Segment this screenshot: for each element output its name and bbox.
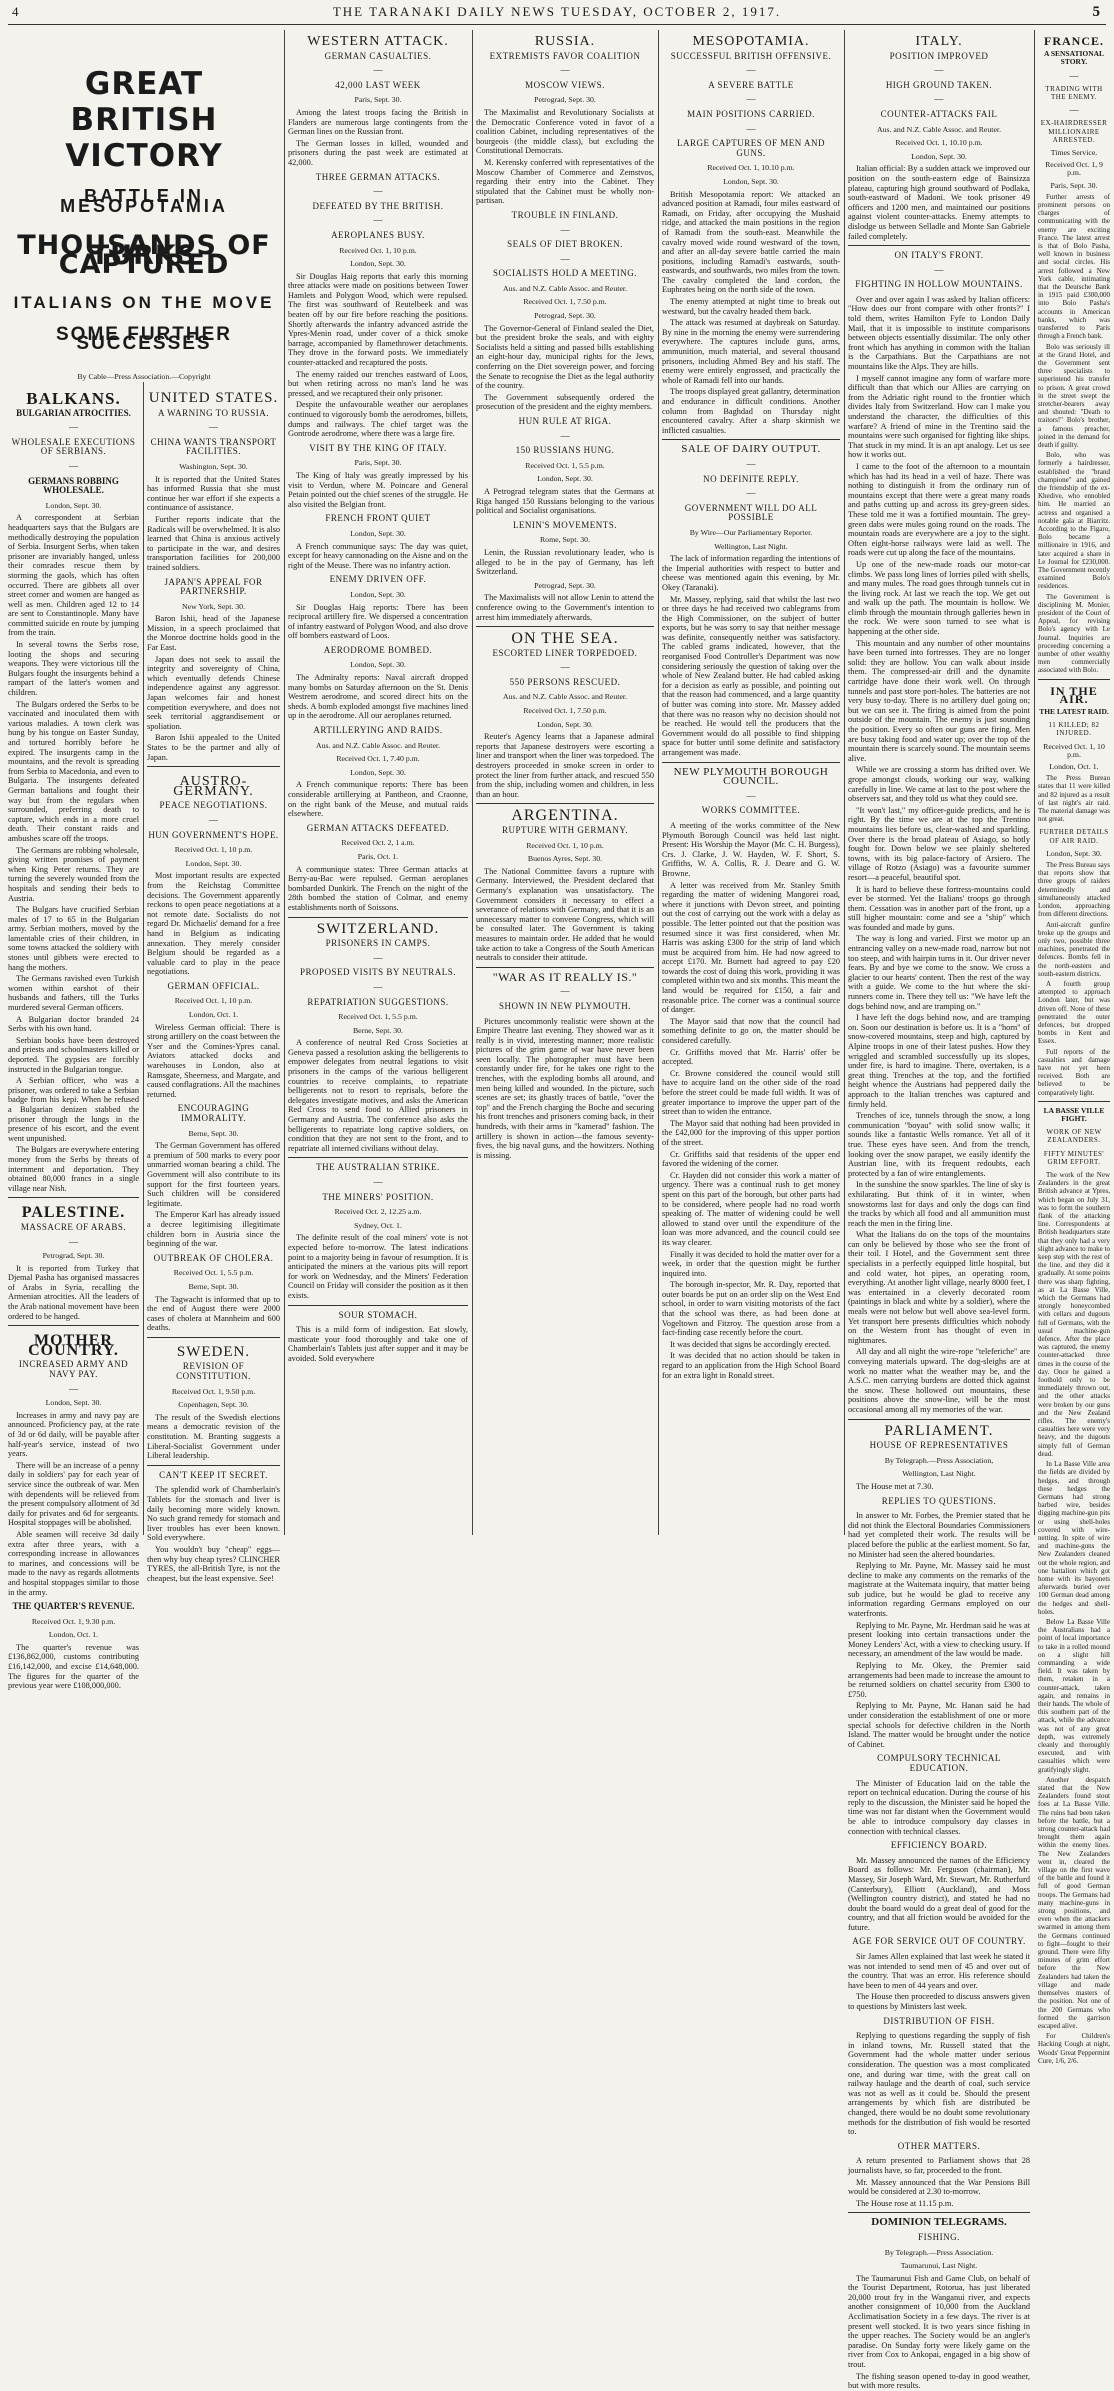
paragraph: The Germans ravished even Turkish women within earshot of their husbands and fathers, till the Turks murdered several German officers.: [8, 974, 139, 1013]
subhead: LENIN'S MOVEMENTS.: [512, 519, 618, 530]
subhead: BULGARIAN ATROCITIES.: [16, 407, 131, 418]
paragraph: Among the latest troops facing the British in Flanders are numerous large contingents from the German lines on the Russian front.: [288, 107, 468, 137]
paragraph: The lack of information regarding the intentions of the Imperial authorities with respect to butter and cheese was mentioned again this evening, by Mr. Okey (Taranaki).: [662, 554, 840, 592]
paragraph: The work of the New Zealanders in the great British advance at Ypres, which began on July 31, was to form the southern flank of the attacking line. Correspondents at British headquarters state that they only had a very slight advance to make to keep step with the rest of the line, and they did it gradually. At some points there was sharp fighting, as at La Basse Ville, which the Germans had strongly honeycombed with cellars and dugouts full of Germans, with the usual machine-gun defence. After the place was captured, the enemy counter-attacked three times in the course of the day. Once he gained a foothold only to be immediately thrown out, and the other attacks were broken by our guns and the New Zealand rifles. The enemy's casualties here were very heavy, and the dugouts simply full of German dead.: [1038, 1170, 1110, 1458]
paragraph: The Minister of Education laid on the table the report on technical education. During the course of his reply to the discussion, the Minister said he hoped the time was not far distant when the Government would be able to introduce compulsory day classes in connection with technical classes.: [848, 1778, 1030, 1836]
column-rule: [658, 30, 659, 1535]
paragraph: The Governor-General of Finland sealed the Diet, but the president broke the seals, and with eighty Socialists held a sitting and passed bills establishing an eight-hour day, municipal rights for the Jews, conferring on the Diet sovereign power, and forcing the Senate to recognise the Diet as the legal authority of the country.: [476, 323, 654, 391]
dateline: Received Oct. 1, 9 p.m.: [1045, 160, 1103, 178]
subhead: JAPAN'S APPEAL FOR PARTNERSHIP.: [164, 576, 263, 597]
dateline: Petrograd, Sept. 30.: [42, 1251, 105, 1261]
paragraph: A communique states: Three German attacks at Berry-au-Bac were repulsed. German aeroplanes bombarded Dunkirk. The French on the night of the 28th bombed the station of Colmar, and enemy establishments north of Soissons.: [288, 864, 468, 912]
dateline: Paris, Sept. 30.: [354, 458, 402, 468]
dateline: Copenhagen, Sept. 30.: [178, 1400, 249, 1410]
dateline: Washington, Sept. 30.: [179, 461, 248, 471]
paragraph: Cr. Hayden did not consider this work a matter of urgency. There was a continual rush to get money spent on this part of the borough, but other parts had to be considered, where people had no road worth speaking of. The matter of widening could be well allowed to stand over until the expenditure of the loan was more advanced, and the council could see its way clearer.: [662, 1170, 840, 1247]
subhead: COUNTER-ATTACKS FAIL: [880, 108, 998, 119]
subhead: WORKS COMMITTEE.: [701, 805, 801, 816]
dateline: London, Oct. 1.: [1049, 762, 1099, 772]
dateline: By Telegraph.—Press Association,: [884, 1455, 994, 1465]
headline-deck-1: BATTLE IN MESOPOTAMIA: [60, 186, 228, 216]
paragraph: This mountain and any number of other mountains have been turned into fortresses. They are no longer solid: they are hollow. You can walk about inside them. The compressed-air drill and the dynamite cartridge have done their work well. On through tunnels and past store port-holes. The batteries are not very busy to-day. There is no artillery duel going on; but we can see it. The firing is aimed from the point outside of the mountain. The enemy is just sounding the position. Every so often our guns are firing. Men are busy taking food and water up; over the top of the mountain there is scarcely sound. The mountain seems alive.: [848, 638, 1030, 763]
dateline: Wellington, Last Night.: [902, 1469, 976, 1479]
subhead: A WARNING TO RUSSIA.: [157, 407, 270, 418]
headline-deck-4: SOME FURTHER SUCCESSES: [56, 323, 232, 355]
section-title: MESOPOTAMIA.: [692, 34, 810, 49]
subhead: EX-HAIRDRESSER MILLIONAIRE ARRESTED.: [1040, 119, 1108, 144]
sub-column-rule: [143, 382, 144, 1535]
dateline: London, Sept. 30.: [45, 1398, 102, 1408]
dateline: London, Sept. 30.: [537, 474, 593, 484]
paragraph: In the sunshine the snow sparkles. The line of sky is exhilarating. But think of it in winter, when snowstorms last for days and only the dogs can find the tracks by which all food and all ammunition must reach the men in the firing line.: [848, 1180, 1030, 1228]
paragraph: Replying to Mr. Payne, Mr. Hanan said he had under consideration the establishment of one or more special schools for defective children in the North Island. The matter would be brought under the notice of Cabinet.: [848, 1701, 1030, 1749]
paragraph: Despite the unfavourable weather our aeroplanes continued to vigorously bomb the aerodromes, billets, dumps and railways. The chief target was the Gontrode aerodrome, where there was a large fire.: [288, 400, 468, 439]
dateline: London, Sept. 30.: [537, 719, 593, 729]
subhead: GERMAN CASUALTIES.: [324, 50, 432, 61]
paragraph: All day and all night the wire-rope "teleferiche" are conveying materials upward. The dog-sleighs are at work no matter what the weather may be, and the A.S.C. men carrying burdens are dotted thick against the snow. These hollowed out mountains, these positions above the snow-line, will be the most occasional among all my memories of the war.: [848, 1347, 1030, 1414]
section-title: FRANCE.: [1044, 34, 1104, 48]
section-title: ON THE SEA.: [511, 630, 619, 648]
section-title: BALKANS.: [26, 389, 121, 408]
page-mark: 4: [12, 4, 21, 19]
paragraph: It is reported that the United States has informed Russia that she must continue her war effort if she expects a continuance of assistance.: [147, 474, 280, 513]
section-title: PALESTINE.: [21, 1204, 126, 1222]
dateline: Paris, Oct. 1.: [357, 851, 399, 861]
subhead: ON ITALY'S FRONT.: [894, 250, 984, 261]
dateline: Berne, Sept. 30.: [188, 1128, 239, 1138]
subhead: INCREASED ARMY AND NAVY PAY.: [18, 1359, 129, 1380]
subhead: FISHING.: [918, 2231, 960, 2242]
dateline: Petrograd, Sept. 30.: [534, 311, 596, 321]
subhead: REPATRIATION SUGGESTIONS.: [307, 996, 449, 1007]
dateline: Received Oct. 2, 1 a.m.: [341, 838, 415, 848]
paragraph: Sir James Allen explained that last week he stated it was not intended to send men of 45 and over out of the country. That was an error. His reference should have been to men of 44 years and over.: [848, 1952, 1030, 1990]
subhead: HIGH GROUND TAKEN.: [885, 79, 993, 90]
paragraph: Serbian books have been destroyed and priests and schoolmasters killed or deported. The gypsies are forcibly instructed in the Bulgarian tongue.: [8, 1035, 139, 1074]
column-rule: [284, 30, 285, 1535]
paragraph: Mr. Massey, replying, said that whilst the last two or three days he had received two cablegrams from the High Commissioner, on the subject of butter exports, but he was sorry to say that neither message was definite, consequently neither was satisfactory. The cabled grams indicated, however, that the reorganised Food Controller's Department was now considering seriously the question of taking over the whole of New Zealand butter. He had cabled asking for a decision as early as possible, and pointing out that the reason had commenced, and a large quantity of butter was coming into store. Mr. Massey added that there was no reason why no decision should not be reached. He would tell the producers that the Government would do all possible to find shipping space for butter until some definite and satisfactory arrangement was made.: [662, 594, 840, 757]
dateline: London, Sept. 30.: [350, 589, 406, 599]
paragraph: A return presented to Parliament shows that 28 journalists have, so far, proceeded to the front.: [848, 2156, 1030, 2175]
dateline: Taumarunui, Last Night.: [900, 2261, 978, 2271]
article-western-attack: WESTERN ATTACK. GERMAN CASUALTIES. — 42,000 LAST WEEK Paris, Sept. 30. Among the latest troops facing the British in Flanders are numerous large contingents from the German lines on the Russian front. The German losses in killed, wounded and prisoners during the past week are estimated at 42,000. THREE GERMAN ATTACKS. — DEFEATED BY THE BRITISH. — AEROPLANES BUSY. Received Oct. 1, 10 p.m. London, Sept. 30. Sir Douglas Haig reports that early this morning three attacks were made on positions between Tower Hamlets and Polygon Wood, which were repulsed. The first was southward of Reutelbeek and was beaten off by our fire before reaching the positions. Shortly afterwards the infantry advanced astride the Ypres-Menin road, under cover of a thick smoke barrage, accompanied by flamethrower detachments. They drove in the forward posts. We immediately counter-attacked and recaptured the posts. The enemy raided our trenches eastward of Loos, but when retiring across no man's land he was pressed, and we recaptured their only prisoner. Despite the unfavourable weather our aeroplanes continued to vigorously bomb the aerodromes, billets, dumps and railways. The chief target was the Gontrode aerodrome, where there was a large fire. VISIT BY THE KING OF ITALY. Paris, Sept. 30. The King of Italy was greatly impressed by his visit to Verdun, where M. Poincare and General Petain pointed out the chief scenes of the struggle. He also visited the Belgian front. FRENCH FRONT QUIET London, Sept. 30. A French communique says: The day was quiet, except for heavy cannonading on the Aisne and on the right of the Meuse. There was no infantry action. ENEMY DRIVEN OFF. London, Sept. 30. Sir Douglas Haig reports: There has been reciprocal artillery fire. We dispersed a concentration of infantry eastward of Polygon Wood, and also drove off bombers eastward of Loos. AERODROME BOMBED. London, Sept. 30. The Admiralty reports: Naval aircraft dropped many bombs on Saturday afternoon on the St. Denis Westrem aerodrome, and scored direct hits on the sheds. A bomb exploded amongst five machines lined up in the aerodrome. All our aeroplanes returned. ARTILLERYING AND RAIDS. Aus. and N.Z. Cable Assoc. and Reuter. Received Oct. 1, 7.40 p.m. London, Sept. 30. A French communique reports: There has been considerable artillerying at Pantheon, and Craonne, on the right bank of the Meuse, and mutual raids elsewhere. GERMAN ATTACKS DEFEATED. Received Oct. 2, 1 a.m. Paris, Oct. 1. A communique states: Three German attacks at Berry-au-Bac were repulsed. German aeroplanes bombarded Dunkirk. The French on the night of the 28th bombed the station of Colmar, and enemy establishments north of Soissons. SWITZERLAND. PRISONERS IN CAMPS. — PROPOSED VISITS BY NEUTRALS. — REPATRIATION SUGGESTIONS. Received Oct. 1, 5.5 p.m. Berne, Sept. 30. A conference of neutral Red Cross Societies at Geneva passed a resolution asking the belligerents to empower delegates from neutral legations to visit prisoners in the camps of the various belligerent countries to receive complaints, to repatriate belligerents not to resort to reprisals, before the delegates investigate motives, and asks the American Red Cross to send food to Allied prisoners in Germany and Austria. The conference also asks the belligerents to repatriate long captive soldiers, on condition that they are not sent to the front, and to repatriate all interned civilians without delay. THE AUSTRALIAN STRIKE. — THE MINERS' POSITION. Received Oct. 2, 12.25 a.m. Sydney, Oct. 1. The definite result of the coal miners' vote is not expected before to-morrow. The latest indications point to a majority being in favour of resumption. It is anticipated the miners at the various pits will report for work on Wednesday, and the Miners' Federation Council on Friday will consider the position as it then exists. SOUR STOMACH. This is a mild form of indigestion. Eat slowly, masticate your food thoroughly and take one of Chamberlain's Tablets just after supper and it may be avoided. Sold everywhere: [288, 34, 468, 1363]
paragraph: The Mayor said that now that the council had something definite to go on, the matter should be considered carefully.: [662, 1016, 840, 1046]
subhead: NO DEFINITE REPLY.: [703, 473, 799, 484]
paragraph: Sir Douglas Haig reports that early this morning three attacks were made on positions between Tower Hamlets and Polygon Wood, which were repulsed. The first was southward of Reutelbeek and was beaten off by our fire before reaching the positions. Shortly afterwards the infantry advanced astride the Ypres-Menin road, under cover of a thick smoke barrage, accompanied by flamethrower detachments. They drove in the forward posts. We immediately counter-attacked and recaptured the posts.: [288, 271, 468, 368]
subhead: THREE GERMAN ATTACKS.: [315, 171, 441, 182]
paragraph: Able seamen will receive 3d daily extra after three years, with a corresponding increase in allowances to marines, and concessions will be made to the navy as regards allotments and hospital stoppages similar to those in the army.: [8, 1529, 139, 1597]
paragraph: Replying to questions regarding the supply of fish in inland towns, Mr. Russell stated that the Government had the whole matter under serious consideration. The question was a most complicated one, and during war time, with the great call on railway haulage and the dearth of coal, such service was not as well as it could be. Should the present arrangements by which fish are distributed be changed, there would be no doubt some revolutionary methods for the distribution of fish would be resorted to.: [848, 2031, 1030, 2137]
dateline: London, Sept. 30.: [45, 500, 102, 510]
byline: [8, 368, 280, 382]
paragraph: In La Basse Ville area the fields are divided by hedges, and through these hedges the Germans had strong barbed wire, besides digging machine-gun pits or using shell-holes covered with wire-netting. In spite of wire and machine-guns the New Zealanders cleaned out the whole region, and one battalion which got home with its bayonets afterwards buried over 100 German dead among the hedges and shell-holes.: [1038, 1460, 1110, 1616]
dateline: Paris, Sept. 30.: [354, 95, 402, 105]
dateline: Wellington, Last Night.: [714, 541, 788, 551]
advert-text: For Children's Hacking Cough at night, Woods' Great Peppermint Cure, 1/6, 2/6.: [1038, 2032, 1110, 2065]
section-title: UNITED STATES.: [148, 390, 279, 406]
paragraph: Sir Douglas Haig reports: There has been reciprocal artillery fire. We dispersed a concentration of infantry eastward of Polygon Wood, and also drove off bombers eastward of Loos.: [288, 602, 468, 641]
paragraph: It is reported from Turkey that Djemal Pasha has organised massacres of Arabs in Syria, recalling the Armenian atrocities. All the leaders of the Arab national movement have been ordered to be hanged.: [8, 1263, 139, 1321]
paragraph: Bolo was seriously ill at the Grand Hotel, and the Government sent three specialists to superintend his transfer to prison. A great crowd in the street swept the stretcher-bearers away and shouted: "Death to traitors!" Bolo's brother, a famous preacher, joined in the demand for death if guilty.: [1038, 342, 1110, 449]
paragraph: The King of Italy was greatly impressed by his visit to Verdun, where M. Poincare and General Petain pointed out the chief scenes of the struggle. He also visited the Belgian front.: [288, 470, 468, 509]
subhead: A SEVERE BATTLE: [708, 79, 794, 90]
dateline: London, Oct. 1.: [48, 1630, 99, 1640]
paragraph: While we are crossing a storm has drifted over. We grope amongst clouds, working our way, walking carefully in line. We came at last to the post where the observers sat, and they told us what they could see.: [848, 765, 1030, 804]
subhead: ARTILLERYING AND RAIDS.: [313, 725, 443, 736]
dateline: Berne, Sept. 30.: [352, 1025, 404, 1035]
advert-text: The splendid work of Chamberlain's Tablets for the stomach and liver is daily becoming more widely known. No such grand remedy for stomach and liver troubles has ever been known. Sold everywhere.: [147, 1485, 280, 1543]
article-united-states: UNITED STATES. A WARNING TO RUSSIA. — CHINA WANTS TRANSPORT FACILITIES. Washington, Sept. 30. It is reported that the United States has informed Russia that she must continue her war effort if she expects a continuance of assistance. Further reports indicate that the Radicals will be overwhelmed. It is also learned that China is anxious actively to participate in the war, and desires transportation facilities for 200,000 trained soldiers. JAPAN'S APPEAL FOR PARTNERSHIP. New York, Sept. 30. Baron Ishii, head of the Japanese Mission, in a speech proclaimed that the Monroe doctrine holds good in the Far East. Japan does not seek to assail the integrity and sovereignty of China, which eventually defends Chinese independence against any aggressor. Japan welcomes fair and honest competition everywhere, and does not seek territorial aggrandisement or spoliation. Baron Ishii appealed to the United States to be the partner and ally of Japan. AUSTRO-GERMANY. PEACE NEGOTIATIONS. — HUN GOVERNMENT'S HOPE. Received Oct. 1, 10 p.m. London, Sept. 30. Most important results are expected from the Reichstag Committee decisions. The Government apparently reckons to open peace negotiations at a not remote date. Socialists do not regard Dr. Michaelis' demand for a free hand in Belgium as indicating annexation. They merely consider Belgium should be regarded as a valuable card to play in the peace negotiations. GERMAN OFFICIAL. Received Oct. 1, 10 p.m. London, Oct. 1. Wireless German official: There is strong artillery on the coast between the Yser and the Comines-Ypres canal. Aviators attacked docks and warehouses in London, also at Ramsgate, Sheerness, and Margate, and caused conflagrations. All the machines returned. ENCOURAGING IMMORALITY. Berne, Sept. 30. The German Government has offered a premium of 500 marks to every poor unmarried woman bearing a child. The Government will also contribute to its support for the first fourteen years. Such children will be considered legitimate. The Emperor Karl has already issued a decree legitimising illegitimate children born in Austria since the beginning of the war. OUTBREAK OF CHOLERA. Received Oct. 1, 5.5 p.m. Berne, Sept. 30. The Tagwacht is informed that up to the end of August there were 2000 cases of cholera at Mannheim and 600 deaths. SWEDEN. REVISION OF CONSTITUTION. Received Oct. 1, 9.50 p.m. Copenhagen, Sept. 30. The result of the Swedish elections means a democratic revision of the constitution. M. Branting suggests a Liberal-Socialist Government under Liberal leadership. CAN'T KEEP IT SECRET. The splendid work of Chamberlain's Tablets for the stomach and liver is daily becoming more widely known. No such grand remedy for stomach and liver troubles has ever been known. Sold everywhere. You wouldn't buy "cheap" eggs—then why buy cheap tyres? CLINCHER TYRES, the all-British Tyre, is not the cheapest, but the least expensive. See!: [147, 390, 280, 1583]
dateline: New York, Sept. 30.: [181, 601, 246, 611]
subhead: ESCORTED LINER TORPEDOED.: [492, 647, 638, 658]
subhead: ENEMY DRIVEN OFF.: [329, 574, 427, 585]
paragraph: Most important results are expected from the Reichstag Committee decisions. The Government apparently reckons to open peace negotiations at a not remote date. Socialists do not regard Dr. Michaelis' demand for a free hand in Belgium as indicating annexation. They merely consider Belgium should be regarded as a valuable card to play in the peace negotiations.: [147, 871, 280, 977]
paragraph: "It won't last," my officer-guide predicts, and he is right. By the time we are at the top the Trentino mountains lies before us, clear-washed and sparkling. Over there is the broad plateau of Asiago, so hotly fought for. Down below we see plainly sheltered towns, with its big palace-factory of Arsiero. The village of Rotzo (Asiago) was a favourite summer resort—a peaceful, beautiful spot.: [848, 805, 1030, 882]
subhead: SEALS OF DIET BROKEN.: [507, 239, 623, 250]
section-title: SALE OF DAIRY OUTPUT.: [681, 443, 821, 456]
dateline: Received Oct. 1, 5.5 p.m.: [173, 1268, 254, 1278]
subhead: LARGE CAPTURES OF MEN AND GUNS.: [676, 138, 825, 158]
advert-title: CAN'T KEEP IT SECRET.: [159, 1469, 268, 1480]
subhead: WORK OF NEW ZEALANDERS.: [1046, 1128, 1102, 1145]
subhead: FRENCH FRONT QUIET: [325, 513, 431, 524]
section-title: AUSTRO-GERMANY.: [173, 774, 254, 799]
dateline: Berne, Sept. 30.: [188, 1281, 239, 1291]
paragraph: Baron Ishii, head of the Japanese Mission, in a speech proclaimed that the Monroe doctrine holds good in the Far East.: [147, 614, 280, 653]
paragraph: The Bulgars have crucified Serbian males of 17 to 65 in the Bulgarian army. Serbian mothers, moved by the lamentable cries of their children, in some towns attacked the soldiery with stones until gibbets were erected to hang the mothers.: [8, 905, 139, 972]
paragraph: The troops displayed great gallantry, determination and endurance in difficult conditions. Another column from Baghdad on Thursday night encountered cavalry. After a sharp skirmish we inflicted casualties.: [662, 387, 840, 435]
subhead: THE AUSTRALIAN STRIKE.: [316, 1162, 440, 1173]
section-title: NEW PLYMOUTH BOROUGH COUNCIL.: [673, 765, 829, 788]
subhead: MOSCOW VIEWS.: [525, 79, 605, 90]
paragraph: The Admiralty reports: Naval aircraft dropped many bombs on Saturday afternoon on the St. Denis Westrem aerodrome, and scored direct hits on the sheds. A bomb exploded amongst five machines lined up in the aerodrome. All our aeroplanes returned.: [288, 673, 468, 721]
section-title: WESTERN ATTACK.: [307, 34, 449, 49]
paragraph: The quarter's revenue was £136,862,000, customs contributing £16,142,000, and excise £14,648,000. The figures for the quarter of the previous year were £108,000,000.: [8, 1642, 139, 1691]
subhead: COMPULSORY TECHNICAL EDUCATION.: [877, 1753, 1001, 1773]
section-title: LA BASSE VILLE FIGHT.: [1043, 1105, 1105, 1123]
subhead: TROUBLE IN FINLAND.: [511, 209, 619, 220]
paragraph: Italian official: By a sudden attack we improved our position on the south-eastern edge of Bainsizza plateau, capturing high ground southward of Podlaka, south-eastward of Madoni. We took prisoner 49 officers and 1200 men, and maintained our positions against violent counter-attacks. Enemy attempts to dislodge us between Selladle and Monte San Gabriele failed completely.: [848, 164, 1030, 241]
dateline: Aus. and N.Z. Cable Assoc. and Reuter.: [502, 692, 628, 702]
paragraph: The attack was resumed at daybreak on Saturday. By nine in the morning the enemy were surrendering everywhere. The captures include guns, arms, ammunition, much material, and several thousand prisoners, including Ahmed Bey and his staff. The enemy were entirely engrossed, and practically the whole of Ramadi fell into our hands.: [662, 318, 840, 385]
dateline: Rome, Sept. 30.: [539, 535, 591, 545]
paragraph: Over and over again I was asked by Italian officers: "How does our front compare with other fronts?" I told them, writes Hamilton Fyfe to London Daily Mail, that it is impossible to institute comparisons between objects essentially dissimilar. The only other front which has anything in common with the Italian is the Carpathians. But the Carpathians are not mountains like the Alps. They are hills.: [848, 294, 1030, 372]
advert-text: This is a mild form of indigestion. Eat slowly, masticate your food thoroughly and take one of Chamberlain's Tablets just after supper and it may be avoided. Sold everywhere: [288, 1325, 468, 1363]
paragraph: Trenches of ice, tunnels through the snow, a long communication "boyau" with solid snow walls; it sounds like a fantastic Wells romance. Yet all of it true. These eyes have seen. And from the trench, looking over the snow parapet, we easily identify the Austrian line, with its frequent redoubts, each protected by a fan of wire entanglements.: [848, 1111, 1030, 1178]
dateline: Times Service.: [1050, 148, 1098, 158]
paragraph: Anti-aircraft gunfire broke up the groups and only two, possible three machines, penetrated the defences. Bombs fell in the north-eastern and south-eastern districts.: [1038, 920, 1110, 978]
subhead: AGE FOR SERVICE OUT OF COUNTRY.: [852, 1936, 1026, 1947]
headline-deck-3: ITALIANS ON THE MOVE: [13, 292, 275, 312]
dateline: London, Oct. 1.: [188, 1010, 239, 1020]
dateline: Buenos Ayres, Sept. 30.: [527, 854, 603, 864]
dateline: Petrograd, Sept. 30.: [534, 580, 596, 590]
paragraph: Replying to Mr. Payne, Mr. Massey said he must decline to make any comments on the remarks of the magistrate at the Waitemata inquiry, that matter being sub judice, but he would be glad to receive any information regarding Germans employed on our waterfronts.: [848, 1561, 1030, 1619]
dateline: London, Sept. 30.: [723, 176, 779, 186]
subhead: 11 KILLED; 82 INJURED.: [1048, 721, 1100, 738]
paragraph: The way is long and varied. First we motor up an entrancing valley on a new-made road, narrow but not too steep, and with hairpin turns in it. Our driver never fears. By and bye we come to the snow. We cross a glacier to our hearts' content. Then the rest of the way with a guide. We come to the hut where the ski-runners come in. There they tell us: "We have left the dogs behind now, and are tramping on.": [848, 934, 1030, 1011]
paragraph: The National Committee favors a rupture with Germany. Interviewed, the President declared that Germany's explanation was unsatisfactory. The Government considers it necessary to effect a severance of relations with Germany, and that it is an unnecessary matter to convene Congress, which will be consulted later. The Government is taking measures to maintain order. He added that he would take action to take a Congress of the South American neutrals to consider their attitude.: [476, 866, 654, 963]
subhead: HOUSE OF REPRESENTATIVES: [869, 1440, 1009, 1451]
paragraph: The fishing season opened to-day in good weather, but with more results.: [848, 2371, 1030, 2391]
dateline: Received Oct. 1, 9.50 p.m.: [171, 1386, 256, 1396]
article-mesopotamia: MESOPOTAMIA. SUCCESSFUL BRITISH OFFENSIVE. — A SEVERE BATTLE — MAIN POSITIONS CARRIED. — LARGE CAPTURES OF MEN AND GUNS. Received Oct. 1, 10.10 p.m. London, Sept. 30. British Mesopotamia report: We attacked an advanced position at Ramadi, four miles eastward of Ramadi, on Friday, after occupying the Mushaid ridge, and attacked the main positions in the region of Ramadi from the south-east. Meanwhile the cavalry moved wide round westward of the town, and after an all-day severe battle carried the main positions, including Ramadi's eastwards, south-eastwards, and southwards, two miles from the town. The cavalry completed the land cordon, the Euphrates being on the north side of the town. The enemy attempted at night time to break out westward, but the cavalry headed them back. The attack was resumed at daybreak on Saturday. By nine in the morning the enemy were surrendering everywhere. The captures include guns, arms, ammunition, much material, and several thousand prisoners, including Ahmed Bey and his staff. The enemy were entirely engrossed, and practically the whole of Ramadi fell into our hands. The troops displayed great gallantry, determination and endurance in difficult conditions. Another column from Baghdad on Thursday night encountered cavalry. After a sharp skirmish we inflicted casualties. SALE OF DAIRY OUTPUT. — NO DEFINITE REPLY. — GOVERNMENT WILL DO ALL POSSIBLE By Wire—Our Parliamentary Reporter. Wellington, Last Night. The lack of information regarding the intentions of the Imperial authorities with respect to butter and cheese was mentioned again this evening, by Mr. Okey (Taranaki). Mr. Massey, replying, said that whilst the last two or three days he had received two cablegrams from the High Commissioner, on the subject of butter exports, but he was sorry to say that neither message was definite, consequently neither was satisfactory. The cabled grams indicated, however, that the reorganised Food Controller's Department was now considering seriously the question of taking over the whole of New Zealand butter. He had cabled asking for a decision as early as possible, and pointing out that the reason had commenced, and a large quantity of butter was coming into store. Mr. Massey added that there was no reason why no decision should not be reached. He would tell the producers that the Government would do all possible to find shipping space for butter until some definite and satisfactory arrangement was made. NEW PLYMOUTH BOROUGH COUNCIL. — WORKS COMMITTEE. A meeting of the works committee of the New Plymouth Borough Council was held last night. Present: His Worship the Mayor (Mr. C. H. Burgess), Crs. J. Clarke, J. W. Hayden, W. F. Short, S. Griffiths, W. A. Collis, R. J. Deare and G. W. Browne. A letter was received from Mr. Stanley Smith regarding the matter of widening Mangorei road, where it junctions with Devon street, and pointing out the cost of carrying out the work with a delay as possible. The letter pointed out that the position was resumed since it was first considered, when Mr. Harris was asking £300 for the strip of land which must be acquired from him. He had now agreed to accept £170. Mr. Burnett had agreed to pay £20 towards the cost of doing this work, providing it was completed within two and six months. This meant the land would be required for £150, a fair and reasonable price. The corner was a continual source of danger. The Mayor said that now that the council had something definite to go on, the matter should be considered carefully. Cr. Griffiths moved that Mr. Harris' offer be accepted. Cr. Browne considered the council would still have to acquire land on the other side of the road before the street could be made full width. It was of greater importance to improve the upper part of the street than to widen the entrance. The Mayor said that nothing had been provided in the £42,000 for the improving of this upper portion of the street. Cr. Griffiths said that residents of the upper end favored the widening of the corner. Cr. Hayden did not consider this work a matter of urgency. There was a continual rush to get money spent on this part of the borough, but other parts had to be considered, where people had no road worth speaking of. The matter of widening could be well allowed to stand over until the expenditure of the loan was more advanced, and the council could see its way clearer. Finally it was decided to hold the matter over for a week, in order that the question might be further inquired into. The borough in-spector, Mr. R. Day, reported that outer boards be put on an order slip on the West End school, in order to warn visiting motorists of the fact that the school was there, as had been done at Vogeltown and Fitzroy. The question arose from a fact-finding case recently before the court. It was decided that signs be accordingly erected. It was decided that no action should be taken in regard to an application from the High School Board for an extra light in Ronald street.: [662, 34, 840, 1380]
paragraph: A correspondent at Serbian headquarters says that the Bulgars are methodically destroying the population of Serbia. Insurgent Serbs, when taken prisoner are invariably hanged, unless their comrades rescue them by storming the gaols, which has often occurred. There are gibbets all over street corner and women are hanged as well as men. Children aged 12 to 14 are sent to Constantinople. Many have committed suicide en route by jumping from the train.: [8, 513, 139, 638]
paragraph: A Bulgarian doctor branded 24 Serbs with his own hand.: [8, 1014, 139, 1034]
section-title: DOMINION TELEGRAMS.: [871, 2216, 1007, 2229]
paragraph: A French communique says: The day was quiet, except for heavy cannonading on the Aisne and on the right of the Meuse. There was no infantry action.: [288, 541, 468, 570]
paragraph: Finally it was decided to hold the matter over for a week, in order that the question might be further inquired into.: [662, 1249, 840, 1278]
subhead: EFFICIENCY BOARD.: [890, 1840, 988, 1851]
subhead: THE LATEST RAID.: [1039, 707, 1109, 717]
subhead: FURTHER DETAILS OF AIR RAID.: [1039, 828, 1109, 845]
dateline: Received Oct. 1, 10 p.m.: [339, 245, 417, 255]
dateline: London, Sept. 30.: [350, 660, 406, 670]
dateline: Received Oct. 1, 5.5 p.m.: [525, 460, 605, 470]
paragraph: The enemy attempted at night time to break out westward, but the cavalry headed them back.: [662, 297, 840, 316]
paragraph: Wireless German official: There is strong artillery on the coast between the Yser and the Comines-Ypres canal. Aviators attacked docks and warehouses in London, also at Ramsgate, Sheerness, and Margate, and caused conflagrations. All the machines returned.: [147, 1022, 280, 1099]
subhead: HUN RULE AT RIGA.: [518, 416, 612, 426]
paragraph: The Press Bureau says that reports show that three groups of raiders determinedly and simultaneously attacked London, approaching from different directions.: [1038, 861, 1110, 919]
subhead: PROPOSED VISITS BY NEUTRALS.: [299, 967, 457, 978]
paragraph: Bolo, who was formerly a hairdresser, established the "brand champione" and gained the friendship of the ex-Khedive, who ennobled him. He married an actress and organised a notable gala at Biarritz. According to the Figaro, Bolo became a millionaire in 1916, and later acquired a share in Le Journal for £230,000. The Government recently examined Bolo's residences.: [1038, 451, 1110, 591]
subhead: REVISION OF CONSTITUTION.: [176, 1361, 251, 1382]
advert-text: You wouldn't buy "cheap" eggs—then why buy cheap tyres? CLINCHER TYRES, the all-British Tyre, is not the cheapest, but the least expensive. See!: [147, 1544, 280, 1583]
paragraph: The Emperor Karl has already issued a decree legitimising illegitimate children born in Austria since the beginning of the war.: [147, 1210, 280, 1249]
column-rule: [844, 30, 845, 1535]
subhead: PRISONERS IN CAMPS.: [325, 938, 431, 949]
article-russia: RUSSIA. EXTREMISTS FAVOR COALITION — MOSCOW VIEWS. Petrograd, Sept. 30. The Maximalist and Revolutionary Socialists at the Democratic Conference voted in favor of a coalition Cabinet, including representatives of the bourgeois (the middle class), but excluding the Constitutional Democrats. M. Kerensky conferred with representatives of the Moscow Chamber of Commerce and Zemstvos, regarding their entry into the Cabinet. They stipulated that the Cabinet must be wholly non-partisan. TROUBLE IN FINLAND. — SEALS OF DIET BROKEN. — SOCIALISTS HOLD A MEETING. Aus. and N.Z. Cable Assoc. and Reuter. Received Oct. 1, 7.50 p.m. Petrograd, Sept. 30. The Governor-General of Finland sealed the Diet, but the president broke the seals, and with eighty Socialists held a sitting and passed bills establishing an eight-hour day, municipal rights for the Jews, conferring on the Diet sovereign power, and forcing the Senate to recognise the Diet as the legal authority of the country. The Government subsequently ordered the prosecution of the president and the eighty members. HUN RULE AT RIGA. — 150 RUSSIANS HUNG. Received Oct. 1, 5.5 p.m. London, Sept. 30. A Petrograd telegram states that the Germans at Riga hanged 150 Russians belonging to the various political and Socialist organisations. LENIN'S MOVEMENTS. Rome, Sept. 30. Lenin, the Russian revolutionary leader, who is alleged to be in the pay of Germany, has left Switzerland. Petrograd, Sept. 30. The Maximalists will not allow Lenin to attend the conference owing to the Government's intention to arrest him immediately afterwards. ON THE SEA. ESCORTED LINER TORPEDOED. — 550 PERSONS RESCUED. Aus. and N.Z. Cable Assoc. and Reuter. Received Oct. 1, 7.50 p.m. London, Sept. 30. Reuter's Agency learns that a Japanese admiral reports that Japanese destroyers were escorting a liner and transport when the liner was torpedoed. The destroyers proceeded in smoke screen in order to protect the liner from further attack, and rescued 550 from the ship, including women and children, in less than an hour. ARGENTINA. RUPTURE WITH GERMANY. Received Oct. 1, 10 p.m. Buenos Ayres, Sept. 30. The National Committee favors a rupture with Germany. Interviewed, the President declared that Germany's explanation was unsatisfactory. The Government considers it necessary to effect a severance of relations with Germany, and that it is an unnecessary matter to convene Congress, which will be consulted later. The Government is taking measures to maintain order. He added that he would take action to take a Congress of the South American neutrals to consider their attitude. "WAR AS IT REALLY IS." — SHOWN IN NEW PLYMOUTH. Pictures uncommonly realistic were shown at the Empire Theatre last evening. They showed war as it really is in vivid, interesting manner; more realistic pictures of the grim game of war have never been seen locally. The photographer must have been constantly under fire, for he takes one right to the trenches, with the exploding bombs all around, and men being killed and wounded. In the picture, such scenes are set; its ghastly traces of battle, "over the top" and the French charging the Boche and securing his front trenches and prisoners coming back, in their hundreds, with their arms in "kamerad" fashion. The artillery is shown in action—the famous seventy-fives, the big naval guns, and the howitzers. Nothing is missing.: [476, 34, 654, 1160]
paragraph: The Taumarunui Fish and Game Club, on behalf of the Tourist Department, Rotorua, has just liberated 20,000 trout fry in the Wanganui river, and expects another consignment of 10,000 from the Auckland Acclimatisation Society in a few days. The river is at present well stocked. It is two years since fishing in the upper reaches. The Society would be an angler's paradise. On Sunday forty were likely game on the river from Cox to Ankopai, engaged in a big show of trout.: [848, 2273, 1030, 2370]
masthead-title: THE TARANAKI DAILY NEWS TUESDAY, OCTOBER 2, 1917.: [332, 4, 782, 19]
subhead: MASSACRE OF ARABS.: [20, 1221, 127, 1232]
subhead: ENCOURAGING IMMORALITY.: [177, 1103, 250, 1123]
subhead: REPLIES TO QUESTIONS.: [881, 1495, 997, 1506]
dateline: Received Oct. 1, 7.50 p.m.: [523, 297, 607, 307]
page-number: 5: [1092, 4, 1102, 20]
subhead: AEROPLANES BUSY.: [331, 229, 425, 240]
subhead: POSITION IMPROVED: [889, 50, 989, 61]
subhead: A SENSATIONAL STORY.: [1043, 49, 1105, 67]
paragraph: Cr. Browne considered the council would still have to acquire land on the other side of the road before the street could be made full width. It was of greater importance to improve the upper part of the street than to widen the entrance.: [662, 1068, 840, 1117]
dateline: Aus. and N.Z. Cable Assoc. and Reuter.: [876, 124, 1002, 134]
subhead: TRADING WITH THE ENEMY.: [1045, 84, 1103, 102]
subhead: VISIT BY THE KING OF ITALY.: [309, 442, 447, 453]
paragraph: A conference of neutral Red Cross Societies at Geneva passed a resolution asking the belligerents to empower delegates from neutral legations to visit prisoners in the camps of the various belligerent countries to receive complaints, to repatriate belligerents not to resort to reprisals, before the delegates investigate motives, and asks the American Red Cross to send food to Allied prisoners in Germany and Austria. The conference also asks the belligerents to repatriate long captive soldiers, on condition that they are not sent to the front, and to repatriate all interned civilians without delay.: [288, 1038, 468, 1153]
article-balkans: BALKANS. BULGARIAN ATROCITIES. — WHOLESALE EXECUTIONS OF SERBIANS. — GERMANS ROBBING WHOLESALE. London, Sept. 30. A correspondent at Serbian headquarters says that the Bulgars are methodically destroying the population of Serbia. Insurgent Serbs, when taken prisoner are invariably hanged, unless their comrades rescue them by storming the gaols, which has often occurred. There are gibbets all over street corner and women are hanged as well as men. Children aged 12 to 14 are sent to Constantinople. Many have committed suicide en route by jumping from the train. In several towns the Serbs rose, looting the shops and securing weapons. They were victorious till the Bulgars fought the insurgents behind a rampart of the latter's women and children. The Bulgars ordered the Serbs to be vaccinated and inoculated them with various maladies. A town clerk was hung by his tongue on Easter Sunday, and tortured horribly before he expired. The insurgents camp in the mountains, and the revolt is spreading from Serbia to Macedonia, and even to Bulgaria. The insurgents defeated German battalions and fought their way but from the regulars when surrounded, preferring death to capture, which ends in a more cruel death. Their constant raids and ambushes scare off the troops. The Germans are robbing wholesale, giving written promises of payment when King Peter returns. They are turning the severely wounded from the hospitals and sending their beds to Austria. The Bulgars have crucified Serbian males of 17 to 65 in the Bulgarian army. Serbian mothers, moved by the lamentable cries of their children, in some towns attacked the soldiery with stones until gibbets were erected to hang the mothers. The Germans ravished even Turkish women within earshot of their husbands and fathers, till the Turks murdered several German officers. A Bulgarian doctor branded 24 Serbs with his own hand. Serbian books have been destroyed and priests and schoolmasters killed or deported. The gypsies are forcibly instructed in the Bulgarian tongue. A Serbian officer, who was a prisoner, was ordered to take a Serbian badge from his kepi. When he refused a Bulgarian denizen stabbed the prisoner through the lungs in the presence of his escort, and the event went unpunished. The Bulgars are everywhere entering money from the Serbs by threats of internment and deportation. They obtained 80,000 francs in a single village near Nish. PALESTINE. MASSACRE OF ARABS. — Petrograd, Sept. 30. It is reported from Turkey that Djemal Pasha has organised massacres of Arabs in Syria, recalling the Armenian atrocities. All the leaders of the Arab national movement have been ordered to be hanged. MOTHER COUNTRY. INCREASED ARMY AND NAVY PAY. — London, Sept. 30. Increases in army and navy pay are announced. Proficiency pay, at the rate of 3d or 6d daily, will be payable after half-year's service, instead of two years. There will be an increase of a penny daily in soldiers' pay for each year of service since the outbreak of war. Men with dependents will be relieved from the present compulsory allotment of 3d daily for privates and 6d for sergeants. Hospital stoppages will be abolished. Able seamen will receive 3d daily extra after three years, with a corresponding increase in allowances to marines, and concessions will be made to the navy as regards allotments and hospital stoppages similar to those in the army. THE QUARTER'S REVENUE. Received Oct. 1, 9.30 p.m. London, Oct. 1. The quarter's revenue was £136,862,000, customs contributing £16,142,000, and excise £14,648,000. The figures for the quarter of the previous year were £108,000,000.: [8, 389, 140, 1691]
subhead: DEFEATED BY THE BRITISH.: [312, 200, 444, 211]
paragraph: The enemy raided our trenches eastward of Loos, but when retiring across no man's land he was pressed, and we recaptured their only prisoner.: [288, 369, 468, 398]
subhead: PEACE NEGOTIATIONS.: [159, 800, 268, 811]
paragraph: Increases in army and navy pay are announced. Proficiency pay, at the rate of 3d or 6d daily, will be payable after half-year's service, instead of two years.: [8, 1410, 139, 1459]
paragraph: What the Italians do on the tops of the mountains can only be believed by those who see the front of their toil. I Hotel, and the Government sent three specialists in a perfectly equipped little hospital, but and cold water, hot pipes, an operating room, everything. At another light village, nearly 8000 feet, I was entertained in a cleverly decorated room (paintings in black and white by a soldier), where the meals were not below but well above sea-level form. Yet transport here presents difficulties which nobody on the Western front has thought of even in nightmares.: [848, 1230, 1030, 1345]
column-rule: [1034, 30, 1035, 1535]
subhead: OUTBREAK OF CHOLERA.: [153, 1252, 274, 1263]
dateline: Received Oct. 1, 5.5 p.m.: [338, 1012, 418, 1022]
dateline: London, Sept. 30.: [185, 858, 242, 868]
main-headline: GREAT BRITISH VICTORY: [65, 66, 223, 174]
subhead: GERMAN ATTACKS DEFEATED.: [306, 822, 450, 833]
paragraph: The Maximalists will not allow Lenin to attend the conference owing to the Government's intention to arrest him immediately afterwards.: [476, 593, 654, 622]
paragraph: In answer to Mr. Forbes, the Premier stated that he did not think the Electoral Boundaries Commissioners had yet completed their work. The results will be placed before the public at the earliest moment. So far, no Minister had seen the altered boundaries.: [848, 1511, 1030, 1559]
paragraph: It was decided that no action should be taken in regard to an application from the High School Board for an extra light in Ronald street.: [662, 1351, 840, 1380]
dateline: Received Oct. 1, 10 p.m.: [1043, 741, 1105, 759]
paragraph: British Mesopotamia report: We attacked an advanced position at Ramadi, four miles eastward of Ramadi, on Friday, after occupying the Mushaid ridge, and attacked the main positions in the region of Ramadi from the south-east. Meanwhile the cavalry moved wide round westward of the town, and after an all-day severe battle carried the main positions, including Ramadi's eastwards, south-eastwards, and southwards, two miles from the town. The cavalry completed the land cordon, the Euphrates being on the north side of the town.: [662, 189, 840, 295]
paragraph: The Germans are robbing wholesale, giving written promises of payment when King Peter returns. They are turning the severely wounded from the hospitals and sending their beds to Austria.: [8, 845, 139, 903]
paragraph: I came to the foot of the afternoon to a mountain which has had its head in a veil of haze. There was nothing to distinguish it from the ordinary run of mountains except that there were a great many roads and paths cutting up and across its grey-green sides. These told me it was a fortified mountain. The grey-green dabs were mules going round on the roads. The mountain roads are everywhere are a joy to the sight. Often eight-horse railways were laid as well. The roads were cut up along the face of the mountains.: [848, 461, 1030, 558]
subhead: HUN GOVERNMENT'S HOPE.: [148, 829, 279, 840]
dateline: London, Sept. 30.: [350, 528, 406, 538]
paragraph: The definite result of the coal miners' vote is not expected before to-morrow. The latest indications point to a majority being in favour of resumption. It is anticipated the miners at the various pits will report for work on Wednesday, and the Miners' Federation Council on Friday will consider the position as it then exists.: [288, 1233, 468, 1300]
paragraph: The House met at 7.30.: [856, 1481, 934, 1491]
paragraph: A meeting of the works committee of the New Plymouth Borough Council was held last night. Present: His Worship the Mayor (Mr. C. H. Burgess), Crs. J. Clarke, J. W. Hayden, W. F. Short, S. Griffiths, W. A. Collis, R. J. Deare and G. W. Browne.: [662, 820, 840, 878]
paragraph: A French communique reports: There has been considerable artillerying at Pantheon, and Craonne, on the right bank of the Meuse, and mutual raids elsewhere.: [288, 780, 468, 819]
paragraph: The House rose at 11.15 p.m.: [856, 2198, 954, 2208]
paragraph: The House then proceeded to discuss answers given to questions by Ministers last week.: [848, 1992, 1030, 2012]
dateline: Petrograd, Sept. 30.: [534, 95, 596, 105]
dateline: Received Oct. 1, 10 p.m.: [174, 845, 253, 855]
paragraph: The borough in-spector, Mr. R. Day, reported that outer boards be put on an order slip on the West End school, in order to warn visiting motorists of the fact that the school was there, as had been done at Vogeltown and Fitzroy. The question arose from a fact-finding case recently before the court.: [662, 1280, 840, 1338]
paragraph: The Government subsequently ordered the prosecution of the president and the eighty members.: [476, 392, 654, 412]
subhead: GOVERNMENT WILL DO ALL POSSIBLE: [684, 502, 818, 523]
section-title: IN THE AIR.: [1050, 683, 1098, 706]
section-title: MOTHER COUNTRY.: [28, 1332, 119, 1359]
paragraph: Full reports of the casualties and damage have not yet been received. Both are believed to be comparatively light.: [1038, 1047, 1110, 1097]
paragraph: Pictures uncommonly realistic were shown at the Empire Theatre last evening. They showed war as it really is in vivid, interesting manner; more realistic pictures of the grim game of war have never been seen locally. The photographer must have been constantly under fire, for he takes one right to the trenches, with the exploding bombs all around, and men being killed and wounded. In the picture, such scenes are set; its ghastly traces of battle, "over the top" and the French charging the Boche and securing his front trenches and prisoners coming back, in their hundreds, with their arms in "kamerad" fashion. The artillery is shown in action—the famous seventy-fives, the big naval guns, and the howitzers. Nothing is missing.: [476, 1016, 654, 1160]
subhead: THE QUARTER'S REVENUE.: [12, 1601, 135, 1612]
subhead: SOCIALISTS HOLD A MEETING.: [492, 268, 637, 279]
subhead: WHOLESALE EXECUTIONS OF SERBIANS.: [11, 436, 136, 457]
dateline: Received Oct. 1, 10.10 p.m.: [895, 138, 983, 148]
subhead: GERMANS ROBBING WHOLESALE.: [28, 475, 119, 496]
dateline: Aus. and N.Z. Cable Assoc. and Reuter.: [315, 740, 441, 750]
dateline: By Wire—Our Parliamentary Reporter.: [689, 527, 813, 537]
subhead: "WAR AS IT REALLY IS.": [492, 969, 638, 984]
paragraph: M. Kerensky conferred with representatives of the Moscow Chamber of Commerce and Zemstvos, regarding their entry into the Cabinet. They stipulated that the Cabinet must be wholly non-partisan.: [476, 157, 654, 206]
paragraph: Japan does not seek to assail the integrity and sovereignty of China, which eventually defends Chinese independence against any aggressor. Japan welcomes fair and honest competition everywhere, and does not seek territorial aggrandisement or spoliation.: [147, 654, 280, 731]
paragraph: Reuter's Agency learns that a Japanese admiral reports that Japanese destroyers were escorting a liner and transport when the liner was torpedoed. The destroyers proceeded in smoke screen in order to protect the liner from further attack, and rescued 550 from the ship, including women and children, in less than an hour.: [476, 732, 654, 799]
dateline: Received Oct. 1, 7.50 p.m.: [523, 706, 607, 716]
paragraph: A fourth group attempted to approach London later, but was driven off. None of these penetrated the outer defences, but dropped bombs in Kent and Essex.: [1038, 979, 1110, 1046]
dateline: Paris, Sept. 30.: [1050, 180, 1098, 190]
section-title: RUSSIA.: [534, 34, 596, 49]
dateline: Received Oct. 1, 10.10 p.m.: [707, 163, 795, 173]
section-title: ITALY.: [915, 34, 963, 49]
paragraph: A Serbian officer, who was a prisoner, was ordered to take a Serbian badge from his kepi. When he refused a Bulgarian denizen stabbed the prisoner through the lungs in the presence of his escort, and the event went unpunished.: [8, 1076, 139, 1143]
paragraph: Further arrests of prominent persons on charges of communicating with the enemy are exciting France. The latest arrest is that of Bolo Pasha, well known in business and social circles. His arrest followed a New York cable, intimating that the Deutsche Bank in 1915 paid £300,000 into Bolo Pasha's accounts in American banks, which was transferred to Paris through a French bank.: [1038, 192, 1110, 341]
subhead: SUCCESSFUL BRITISH OFFENSIVE.: [670, 50, 832, 61]
subhead: FIGHTING IN HOLLOW MOUNTAINS.: [855, 279, 1023, 290]
paragraph: The Mayor said that nothing had been provided in the £42,000 for the improving of this upper portion of the street.: [662, 1118, 840, 1147]
dateline: London, Sept. 30.: [350, 259, 406, 269]
dateline: Sydney, Oct. 1.: [354, 1220, 402, 1230]
subhead: OTHER MATTERS.: [897, 2140, 981, 2151]
paragraph: The Bulgars ordered the Serbs to be vaccinated and inoculated them with various maladies. A town clerk was hung by his tongue on Easter Sunday, and tortured horribly before he expired. The insurgents camp in the mountains, and the revolt is spreading from Serbia to Macedonia, and even to Bulgaria. The insurgents defeated German battalions and fought their way but from the regulars when surrounded, preferring death to capture, which ends in a more cruel death. Their constant raids and ambushes scare off the troops.: [8, 699, 139, 843]
dateline: Aus. and N.Z. Cable Assoc. and Reuter.: [502, 283, 628, 293]
paragraph: It is hard to believe these fortress-mountains could ever be stormed. Yet the Italians' troops go through them. Cessation was in another part of the front, up a still higher mountain: come and see a "ship" which was founded and made by guns.: [848, 884, 1030, 932]
paragraph: The Bulgars are everywhere entering money from the Serbs by threats of internment and deportation. They obtained 80,000 francs in a single village near Nish.: [8, 1145, 140, 1193]
subhead: AERODROME BOMBED.: [323, 644, 433, 655]
paragraph: There will be an increase of a penny daily in soldiers' pay for each year of service since the outbreak of war. Men with dependents will be relieved from the present compulsory allotment of 3d daily for privates and 6d for sergeants. Hospital stoppages will be abolished.: [8, 1460, 139, 1528]
subhead: FIFTY MINUTES' GRIM EFFORT.: [1043, 1149, 1105, 1166]
paragraph: Another despatch stated that the New Zealanders found stout foes at La Basse Ville. The ruins had been taken before the battle, but a strong counter-attack had brought them again within the enemy lines. The New Zealanders went in, cleared the village on the first wave of the battle and found it full of good German troops. The Germans had many machine-guns in strong positions, and even when the attackers swarmed in among them the Germans continued to fight—fought to their ground. There were fifty minutes of grim effort before the New Zealanders had taken the village and made themselves masters of the position. Not one of the 200 Germans who formed the garrison escaped alive.: [1038, 1775, 1110, 2030]
subhead: DISTRIBUTION OF FISH.: [883, 2015, 995, 2026]
dateline: London, Sept. 30.: [911, 151, 967, 161]
dateline: London, Sept. 30.: [350, 767, 406, 777]
paragraph: Mr. Massey announced that the War Pensions Bill would be considered at 2.30 to-morrow.: [848, 2177, 1030, 2197]
paragraph: Cr. Griffiths moved that Mr. Harris' offer be accepted.: [662, 1047, 840, 1067]
byline-text: By Cable—Press Association.—Copyright: [77, 372, 211, 381]
paragraph: Replying to Mr. Payne, Mr. Herdman said he was at present looking into certain transactions under the Money Lenders' Act, with a view to checking usury. If necessary, an amendment of the law would be made.: [848, 1620, 1030, 1659]
paragraph: Below La Basse Ville the Australians had a point of local importance to take in a rolled mound on a slight hill commanding a wide field. It was taken by them, retaken in a counter-attack, taken again, and remains in their hands. The whole of this southern part of the attack, while the advance was not of any great depth, was extremely cleanly and thoroughly executed, and with casualties which were gratifyingly slight.: [1038, 1617, 1110, 1774]
subhead: RUPTURE WITH GERMANY.: [502, 825, 628, 835]
paragraph: I have left the dogs behind now, and are tramping on. Soon our destination is before us. It is a "horn" of snow-covered mountains, steep and high, captured by Alpine troops in one of their latest pushes. How they wriggled and scrambled successfully up its slopes, under fire, is hard to imagine. There, overtaken, is a great thing. Trenches at the top, and the fortified height whence the Austrians had peppered daily the approach to the Italian trenches was captured and firmly held.: [848, 1013, 1030, 1109]
subhead: 42,000 LAST WEEK: [335, 79, 421, 90]
paragraph: Lenin, the Russian revolutionary leader, who is alleged to be in the pay of Germany, has left Switzerland.: [476, 547, 654, 577]
paragraph: Cr. Griffiths said that residents of the upper end favored the widening of the corner.: [662, 1149, 840, 1169]
subhead: SHOWN IN NEW PLYMOUTH.: [499, 1000, 631, 1011]
section-title: SWITZERLAND.: [316, 920, 440, 937]
paragraph: The result of the Swedish elections means a democratic revision of the constitution. M. Branting suggests a Liberal-Socialist Government under Liberal leadership.: [147, 1412, 280, 1461]
paragraph: The Government is disciplining M. Monier, president of the Court of Appeal, for revising Bolo's agency with Le Journal. Inquiries are proceeding concerning a number of other wealthy men commercially associated with Bolo.: [1038, 592, 1110, 675]
section-title: PARLIAMENT.: [884, 1422, 994, 1439]
paragraph: Further reports indicate that the Radicals will be overwhelmed. It is also learned that China is anxious actively to participate in the war, and desires transportation facilities for 200,000 trained soldiers.: [147, 514, 280, 572]
dateline: By Telegraph.—Press Association.: [884, 2247, 994, 2257]
paragraph: Mr. Massey announced the names of the Efficiency Board as follows: Mr. Ferguson (chairman), Mr. Massey, Sir Joseph Ward, Mr. Stewart, Mr. Rutherfurd (Canterbury), Elliott (Auckland), and Moss (Wellington country district), and stated he had no doubt the board would do a great deal of good for the country, and that all friction would be avoided for the future.: [848, 1855, 1030, 1932]
paragraph: The German Government has offered a premium of 500 marks to every poor unmarried woman bearing a child. The Government will also contribute to its support for the first fourteen years. Such children will be considered legitimate.: [147, 1141, 280, 1208]
article-italy: ITALY. POSITION IMPROVED — HIGH GROUND TAKEN. — COUNTER-ATTACKS FAIL Aus. and N.Z. Cable Assoc. and Reuter. Received Oct. 1, 10.10 p.m. London, Sept. 30. Italian official: By a sudden attack we improved our position on the south-eastern edge of Bainsizza plateau, capturing high ground southward of Podlaka, south-eastward of Madoni. We took prisoner 49 officers and 1200 men, and maintained our positions against violent counter-attacks. Enemy attempts to dislodge us between Selladle and Monte San Gabriele failed completely. ON ITALY'S FRONT. — FIGHTING IN HOLLOW MOUNTAINS. Over and over again I was asked by Italian officers: "How does our front compare with other fronts?" I told them, writes Hamilton Fyfe to London Daily Mail, that it is impossible to institute comparisons between objects essentially dissimilar. The only other front which has anything in common with the Italian is the Carpathians. But the Carpathians are not mountains like the Alps. They are hills. I myself cannot imagine any form of warfare more difficult than that which our Allies are carrying on from the Adriatic right round to the frontier which divides Italy from Switzerland. How can I make you understand the character, the difficulties of this warfare? A friend of mine in the Trentino said the mountains were such organised for fighting like ships. That stuck in my mind. It is an apt analogy. Let us see how it works out. I came to the foot of the afternoon to a mountain which has had its head in a veil of haze. There was nothing to distinguish it from the ordinary run of mountains except that there were a great many roads and paths cutting up and across its grey-green sides. These told me it was a fortified mountain. The grey-green dabs were mules going round on the roads. The mountain roads are everywhere are a joy to the sight. Often eight-horse railways were laid as well. The roads were cut up along the face of the mountains. Up one of the new-made roads our motor-car climbs. We pass long lines of lorries piled with shells, and many mules. The road goes through tunnels cut in the living rock. At last we reach the top. We get out and walk up the path. The mountain is hollow. We climb through the mountain through galleries hewn in the rock. We were soon turned to see what is happening at the other side. This mountain and any number of other mountains have been turned into fortresses. They are no longer solid: they are hollow. You can walk about inside them. The compressed-air drill and the dynamite cartridge have done their work well. On through tunnels and past store port-holes. The batteries are not very busy to-day. There is no artillery duel going on; but we can see it. The firing is aimed from the point outside of the mountain. The enemy is just sounding the position. Every so often our guns are firing. Men are busy taking food and water up; over the top of the mountain there is scarcely sound. The mountain seems alive. While we are crossing a storm has drifted over. We grope amongst clouds, working our way, walking carefully in line. We came at last to the post where the observers sat, and they told us what they could see. "It won't last," my officer-guide predicts, and he is right. By the time we are at the top the Trentino mountains lies before us, clear-washed and sparkling. Over there is the broad plateau of Asiago, so hotly fought for. Down below we see plainly sheltered towns, with its big palace-factory of Arsiero. The village of Rotzo (Asiago) was a favourite summer resort—a peaceful, beautiful spot. It is hard to believe these fortress-mountains could ever be stormed. Yet the Italians' troops go through them. Cessation was in another part of the front, up a still higher mountain: come and see a "ship" which was founded and made by guns. The way is long and varied. First we motor up an entrancing valley on a new-made road, narrow but not too steep, and with hairpin turns in it. Our driver never fears. By and bye we come to the snow. We cross a glacier to our hearts' content. Then the rest of the way with a guide. We come to the hut where the ski-runners come in. There they tell us: "We have left the dogs behind now, and are tramping on." I have left the dogs behind now, and are tramping on. Soon our destination is before us. It is a "horn" of snow-covered mountains, steep and high, captured by Alpine troops in one of their latest pushes. How they wriggled and scrambled successfully up its slopes, under fire, is hard to imagine. There, overtaken, is a great thing. Trenches at the top, and the fortified height whence the Austrians had peppered daily the approach to the Italian trenches was captured and firmly held. Trenches of ice, tunnels through the snow, a long communication "boyau" with solid snow walls; it sounds like a fantastic Wells romance. Yet all of it true. These eyes have seen. And from the trench, looking over the snow parapet, we easily identify the Austrian line, with its frequent redoubts, each protected by a fan of wire entanglements. In the sunshine the snow sparkles. The line of sky is exhilarating. But think of it in winter, when snowstorms last for days and only the dogs can find the tracks by which all food and all ammunition must reach the men in the firing line. What the Italians do on the tops of the mountains can only be believed by those who see the front of their toil. I Hotel, and the Government sent three specialists in a perfectly equipped little hospital, but and cold water, hot pipes, an operating room, everything. At another light village, nearly 8000 feet, I was entertained in a cleverly decorated room (paintings in black and white by a soldier), where the meals were not below but well above sea-level form. Yet transport here presents difficulties which nobody on the Western front has thought of even in nightmares. All day and all night the wire-rope "teleferiche" are conveying materials upward. The dog-sleighs are at work no matter what the weather may be, and the A.S.C. men carrying burdens are dotted thick against the snow. These hollowed out mountains, these positions above the snow-line, will be the most occasional among all my memories of the war. PARLIAMENT. HOUSE OF REPRESENTATIVES By Telegraph.—Press Association, Wellington, Last Night. The House met at 7.30. REPLIES TO QUESTIONS. In answer to Mr. Forbes, the Premier stated that he did not think the Electoral Boundaries Commissioners had yet completed their work. The results will be placed before the public at the earliest moment. So far, no Minister had seen the altered boundaries. Replying to Mr. Payne, Mr. Massey said he must decline to make any comments on the remarks of the magistrate at the Waitemata inquiry, that matter being sub judice, but he would be glad to receive any information regarding Germans employed on our waterfronts. Replying to Mr. Payne, Mr. Herdman said he was at present looking into certain transactions under the Money Lenders' Act, with a view to checking usury. If necessary, an amendment of the law would be made. Replying to Mr. Okey, the Premier said arrangements had been made to increase the amount to be returned soldiers on chattel security from £300 to £750. Replying to Mr. Payne, Mr. Hanan said he had under consideration the establishment of one or more special schools for defective children in the North Island. The matter would be brought under the notice of Cabinet. COMPULSORY TECHNICAL EDUCATION. The Minister of Education laid on the table the report on technical education. During the course of his reply to the discussion, the Minister said he hoped the time was not far distant when the Government would be able to introduce compulsory day classes in connection with technical classes. EFFICIENCY BOARD. Mr. Massey announced the names of the Efficiency Board as follows: Mr. Ferguson (chairman), Mr. Massey, Sir Joseph Ward, Mr. Stewart, Mr. Rutherfurd (Canterbury), Elliott (Auckland), and Moss (Wellington country district), and stated he had no doubt the board would do a great deal of good for the country, and that all friction would be avoided for the future. AGE FOR SERVICE OUT OF COUNTRY. Sir James Allen explained that last week he stated it was not intended to send men of 45 and over out of the country. That was an error. His reference should have been to men of 44 years and over. The House then proceeded to discuss answers given to questions by Ministers last week. DISTRIBUTION OF FISH. Replying to questions regarding the supply of fish in inland towns, Mr. Russell stated that the Government had the whole matter under serious consideration. The question was a most complicated one, and during war time, with the great call on railway haulage and the dearth of coal, such service was not as well as it could be. Should the present arrangements by which fish are distributed be changed, there would be no doubt some revolutionary methods for the distribution of fish would be resorted to. OTHER MATTERS. A return presented to Parliament shows that 28 journalists have, so far, proceeded to the front. Mr. Massey announced that the War Pensions Bill would be considered at 2.30 to-morrow. The House rose at 11.15 p.m. DOMINION TELEGRAMS. FISHING. By Telegraph.—Press Association. Taumarunui, Last Night. The Taumarunui Fish and Game Club, on behalf of the Tourist Department, Rotorua, has just liberated 20,000 trout fry in the Wanganui river, and expects another consignment of 10,000 from the Auckland Acclimatisation Society in a few days. The river is at present well stocked. It is two years since fishing in the upper reaches. The Society would be an angler's paradise. On Sunday forty were likely game on the river from Cox to Ankopai, engaged in a big show of trout. The fishing season opened to-day in good weather, but with more results.: [848, 34, 1030, 2391]
paragraph: Up one of the new-made roads our motor-car climbs. We pass long lines of lorries piled with shells, and many mules. The road goes through tunnels cut in the living rock. At last we reach the top. We get out and walk up the path. The mountain is hollow. We climb through the mountain through galleries hewn in the rock. We were soon turned to see what is happening at the other side.: [848, 559, 1030, 637]
paragraph: A letter was received from Mr. Stanley Smith regarding the matter of widening Mangorei road, where it junctions with Devon street, and pointing out the cost of carrying out the work with a delay as possible. The letter pointed out that the position was resumed since it was first considered, when Mr. Harris was asking £300 for the strip of land which must be acquired from him. He had now agreed to accept £170. Mr. Burnett had agreed to pay £20 towards the cost of doing this work, providing it was completed within two and six months. This meant the land would be required for £150, a fair and reasonable price. The corner was a continual source of danger.: [662, 880, 840, 1015]
paragraph: The Maximalist and Revolutionary Socialists at the Democratic Conference voted in favor of a coalition Cabinet, including representatives of the bourgeois (the middle class), but excluding the Constitutional Democrats.: [476, 107, 654, 156]
column-rule: [472, 30, 473, 1535]
masthead: [8, 4, 1106, 25]
dateline: Received Oct. 1, 10 p.m.: [526, 840, 604, 850]
article-france: FRANCE. A SENSATIONAL STORY. — TRADING WITH THE ENEMY. — EX-HAIRDRESSER MILLIONAIRE ARRESTED. Times Service. Received Oct. 1, 9 p.m. Paris, Sept. 30. Further arrests of prominent persons on charges of communicating with the enemy are exciting France. The latest arrest is that of Bolo Pasha, well known in business and social circles. His arrest followed a New York cable, intimating that the Deutsche Bank in 1915 paid £300,000 into Bolo Pasha's accounts in American banks, which was transferred to Paris through a French bank. Bolo was seriously ill at the Grand Hotel, and the Government sent three specialists to superintend his transfer to prison. A great crowd in the street swept the stretcher-bearers away and shouted: "Death to traitors!" Bolo's brother, a famous preacher, joined in the demand for death if guilty. Bolo, who was formerly a hairdresser, established the "brand champione" and gained the friendship of the ex-Khedive, who ennobled him. He married an actress and organised a notable gala at Biarritz. According to the Figaro, Bolo became a millionaire in 1916, and later acquired a share in Le Journal for £230,000. The Government recently examined Bolo's residences. The Government is disciplining M. Monier, president of the Court of Appeal, for revising Bolo's agency with Le Journal. Inquiries are proceeding concerning a number of other wealthy men commercially associated with Bolo. IN THE AIR. THE LATEST RAID. 11 KILLED; 82 INJURED. Received Oct. 1, 10 p.m. London, Oct. 1. The Press Bureau states that 11 were killed and 82 injured as a result of last night's air raid. The material damage was not great. FURTHER DETAILS OF AIR RAID. London, Sept. 30. The Press Bureau says that reports show that three groups of raiders determinedly and simultaneously attacked London, approaching from different directions. Anti-aircraft gunfire broke up the groups and only two, possible three machines, penetrated the defences. Bombs fell in the north-eastern and south-eastern districts. A fourth group attempted to approach London later, but was driven off. None of these penetrated the outer defences, but dropped bombs in Kent and Essex. Full reports of the casualties and damage have not yet been received. Both are believed to be comparatively light. LA BASSE VILLE FIGHT. WORK OF NEW ZEALANDERS. FIFTY MINUTES' GRIM EFFORT. The work of the New Zealanders in the great British advance at Ypres, which began on July 31, was to form the southern flank of the attacking line. Correspondents at British headquarters state that they only had a very slight advance to make to keep step with the rest of the line, and they did it gradually. At some points there was sharp fighting, as at La Basse Ville, which the Germans had strongly honeycombed with cellars and dugouts full of Germans, with the usual machine-gun defence. After the place was captured, the enemy counter-attacked three times in the course of the day. Once he gained a foothold only to be immediately thrown out, and the other attacks were broken by our guns and the New Zealand rifles. The enemy's casualties here were very heavy, and the dugouts simply full of German dead. In La Basse Ville area the fields are divided by hedges, and through these hedges the Germans had strong barbed wire, besides digging machine-gun pits or using shell-holes covered with wire-netting. In spite of wire and machine-guns the New Zealanders cleaned out the whole region, and one battalion which got home with its bayonets afterwards buried over 100 German dead among the hedges and shell-holes. Below La Basse Ville the Australians had a point of local importance to take in a rolled mound on a slight hill commanding a wide field. It was taken by them, retaken in a counter-attack, taken again, and remains in their hands. The whole of this southern part of the attack, while the advance was not of any great depth, was extremely cleanly and thoroughly executed, and with casualties which were gratifyingly slight. Another despatch stated that the New Zealanders found stout foes at La Basse Ville. The ruins had been taken before the battle, but a strong counter-attack had brought them again within the enemy lines. The New Zealanders went in, cleared the village on the first wave of the battle and found it full of good German troops. The Germans had many machine-guns in strong positions, and even when the attackers swarmed in among them the Germans continued to fight—fought to their ground. There were fifty minutes of grim effort before the New Zealanders had taken the village and made themselves masters of the position. Not one of the 200 Germans who formed the garrison escaped alive. For Children's Hacking Cough at night, Woods' Great Peppermint Cure, 1/6, 2/6.: [1038, 34, 1110, 2065]
subhead: 550 PERSONS RESCUED.: [509, 676, 621, 687]
paragraph: I myself cannot imagine any form of warfare more difficult than that which our Allies are carrying on from the Adriatic right round to the frontier which divides Italy from Switzerland. How can I make you understand the character, the difficulties of this warfare? A friend of mine in the Trentino said the mountains were such organised for fighting like ships. That stuck in my mind. It is an apt analogy. Let us see how it works out.: [848, 373, 1030, 460]
section-title: ARGENTINA.: [511, 807, 619, 825]
subhead: GERMAN OFFICIAL.: [167, 980, 260, 991]
dateline: Received Oct. 1, 10 p.m.: [174, 996, 253, 1006]
dateline: London, Sept. 30.: [1046, 848, 1102, 858]
subhead: MAIN POSITIONS CARRIED.: [687, 108, 815, 119]
paragraph: The Tagwacht is informed that up to the end of August there were 2000 cases of cholera at Mannheim and 600 deaths.: [147, 1294, 280, 1333]
main-headline-block: [8, 30, 280, 376]
paragraph: Replying to Mr. Okey, the Premier said arrangements had been made to increase the amount to be returned soldiers on chattel security from £300 to £750.: [848, 1661, 1030, 1699]
subhead: CHINA WANTS TRANSPORT FACILITIES.: [150, 436, 277, 457]
subhead: 150 RUSSIANS HUNG.: [515, 445, 615, 456]
paragraph: In several towns the Serbs rose, looting the shops and securing weapons. They were victorious till the Bulgars fought the insurgents behind a rampart of the latter's women and children.: [8, 640, 139, 698]
paragraph: Baron Ishii appealed to the United States to be the partner and ally of Japan.: [147, 733, 280, 762]
paragraph: It was decided that signs be accordingly erected.: [670, 1339, 831, 1349]
paragraph: A Petrograd telegram states that the Germans at Riga hanged 150 Russians belonging to the various political and Socialist organisations.: [476, 486, 654, 516]
dateline: Received Oct. 1, 7.40 p.m.: [336, 754, 420, 764]
advert-title: SOUR STOMACH.: [338, 1309, 418, 1320]
dateline: Received Oct. 1, 9.30 p.m.: [31, 1616, 116, 1626]
headline-deck-2: THOUSANDS OF TURKS CAPTURED: [17, 230, 271, 281]
subhead: EXTREMISTS FAVOR COALITION: [489, 50, 641, 61]
dateline: Received Oct. 2, 12.25 a.m.: [334, 1207, 422, 1217]
paragraph: The German losses in killed, wounded and prisoners during the past week are estimated at 42,000.: [288, 138, 468, 167]
section-title: SWEDEN.: [176, 1343, 251, 1360]
subhead: THE MINERS' POSITION.: [322, 1191, 434, 1202]
paragraph: The Press Bureau states that 11 were killed and 82 injured as a result of last night's air raid. The material damage was not great.: [1038, 774, 1110, 824]
